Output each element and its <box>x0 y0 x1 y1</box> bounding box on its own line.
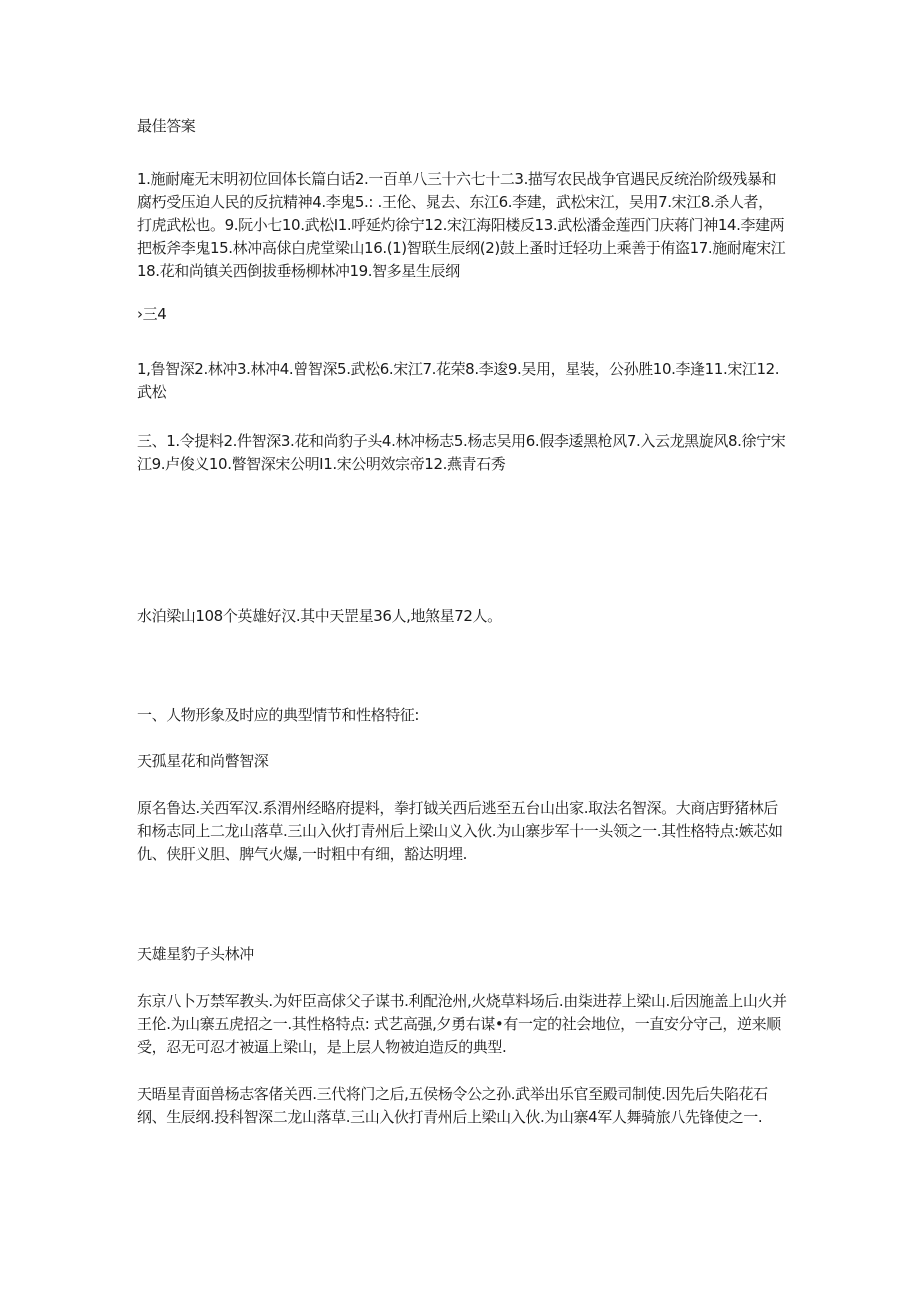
answer-paragraph-2: 1,鲁智深2.林冲3.林冲4.曾智深5.武松6.宋江7.花荣8.李逡9.吴用，星装，公孙胜10.李逢11.宋江12.武松 <box>137 360 780 401</box>
answer-paragraph-1: 1.施耐庵无末明初位回体长篇白话2.一百单八三十六七十二3.描写农民战争官遇民反统治阶级残暴和腐朽受压迫人民的反抗精神4.李鬼5.: .王伦、晁去、东江6.李建，武松宋江，吴用7.宋江8.杀人者，打虎武松也。9.阮小七10.武松I1.呼延灼徐宁12.宋江海阳楼反13.武松潘金莲西门庆蒋门神14.李建两把板斧李鬼15.林冲高俅白虎堂梁山16.(1)智联生辰纲(2)鼓上蚤时迁轻功上乘善于侑盗17.施耐庵宋江18.花和尚镇关西倒拔垂杨柳林冲19.智多星生辰纲 <box>137 170 786 280</box>
character-3-description: 天晤星青面兽杨志客偖关西.三代将门之后,五侯杨令公之孙.武举出乐官至殿司制使.因先后失陷花石纲、生辰纲.投科智深二龙山落草.三山入伙打青州后上梁山入伙.为山寨4军人舞骑旅八先锋使之一. <box>137 1085 768 1126</box>
character-2-description: 东京八卜万禁军教头.为奸臣高俅父子谋书.利配沧州,火烧草料场后.由柒进荐上梁山.后因施盖上山火并王伦.为山寨五虎招之一.其性格特点: 式艺高强,夕勇右谋•有一定的社会地位，一直安分守己，逆来顺受，忍无可忍才被逼上梁山，是上层人物被迫造反的典型. <box>137 992 787 1056</box>
best-answer-title: 最佳答案 <box>137 117 196 135</box>
character-2-title: 天雄星豹子头林冲 <box>137 945 254 963</box>
character-1-title: 天孤星花和尚瞥智深 <box>137 752 269 770</box>
summary-line: 水泊梁山108个英雄好汉.其中天罡星36人,地煞星72人。 <box>137 607 502 625</box>
section-one-title: 一、人物形象及时应的典型情节和性格特征: <box>137 706 420 724</box>
character-1-description: 原名鲁达.关西军汉.系渭州经略府提料，拳打钺关西后逃至五台山出家.取法名智深。大商店野猪林后和杨志同上二龙山落草.三山入伙打青州后上梁山义入伙.为山寨步军十一头领之一.其性格特点:嫉芯如仇、侠肝义胆、脾气火爆,一时粗中有细，豁达明埋. <box>137 799 783 863</box>
section-mark: ›三4 <box>137 305 167 323</box>
answer-paragraph-3: 三、1.令提料2.件智深3.花和尚豹子头4.林冲杨志5.杨志吴用6.假李逶黑枪风7.入云龙黑旋风8.徐宁宋江9.卢俊义10.瞥智深宋公明I1.宋公明效宗帝12.燕青石秀 <box>137 432 786 473</box>
